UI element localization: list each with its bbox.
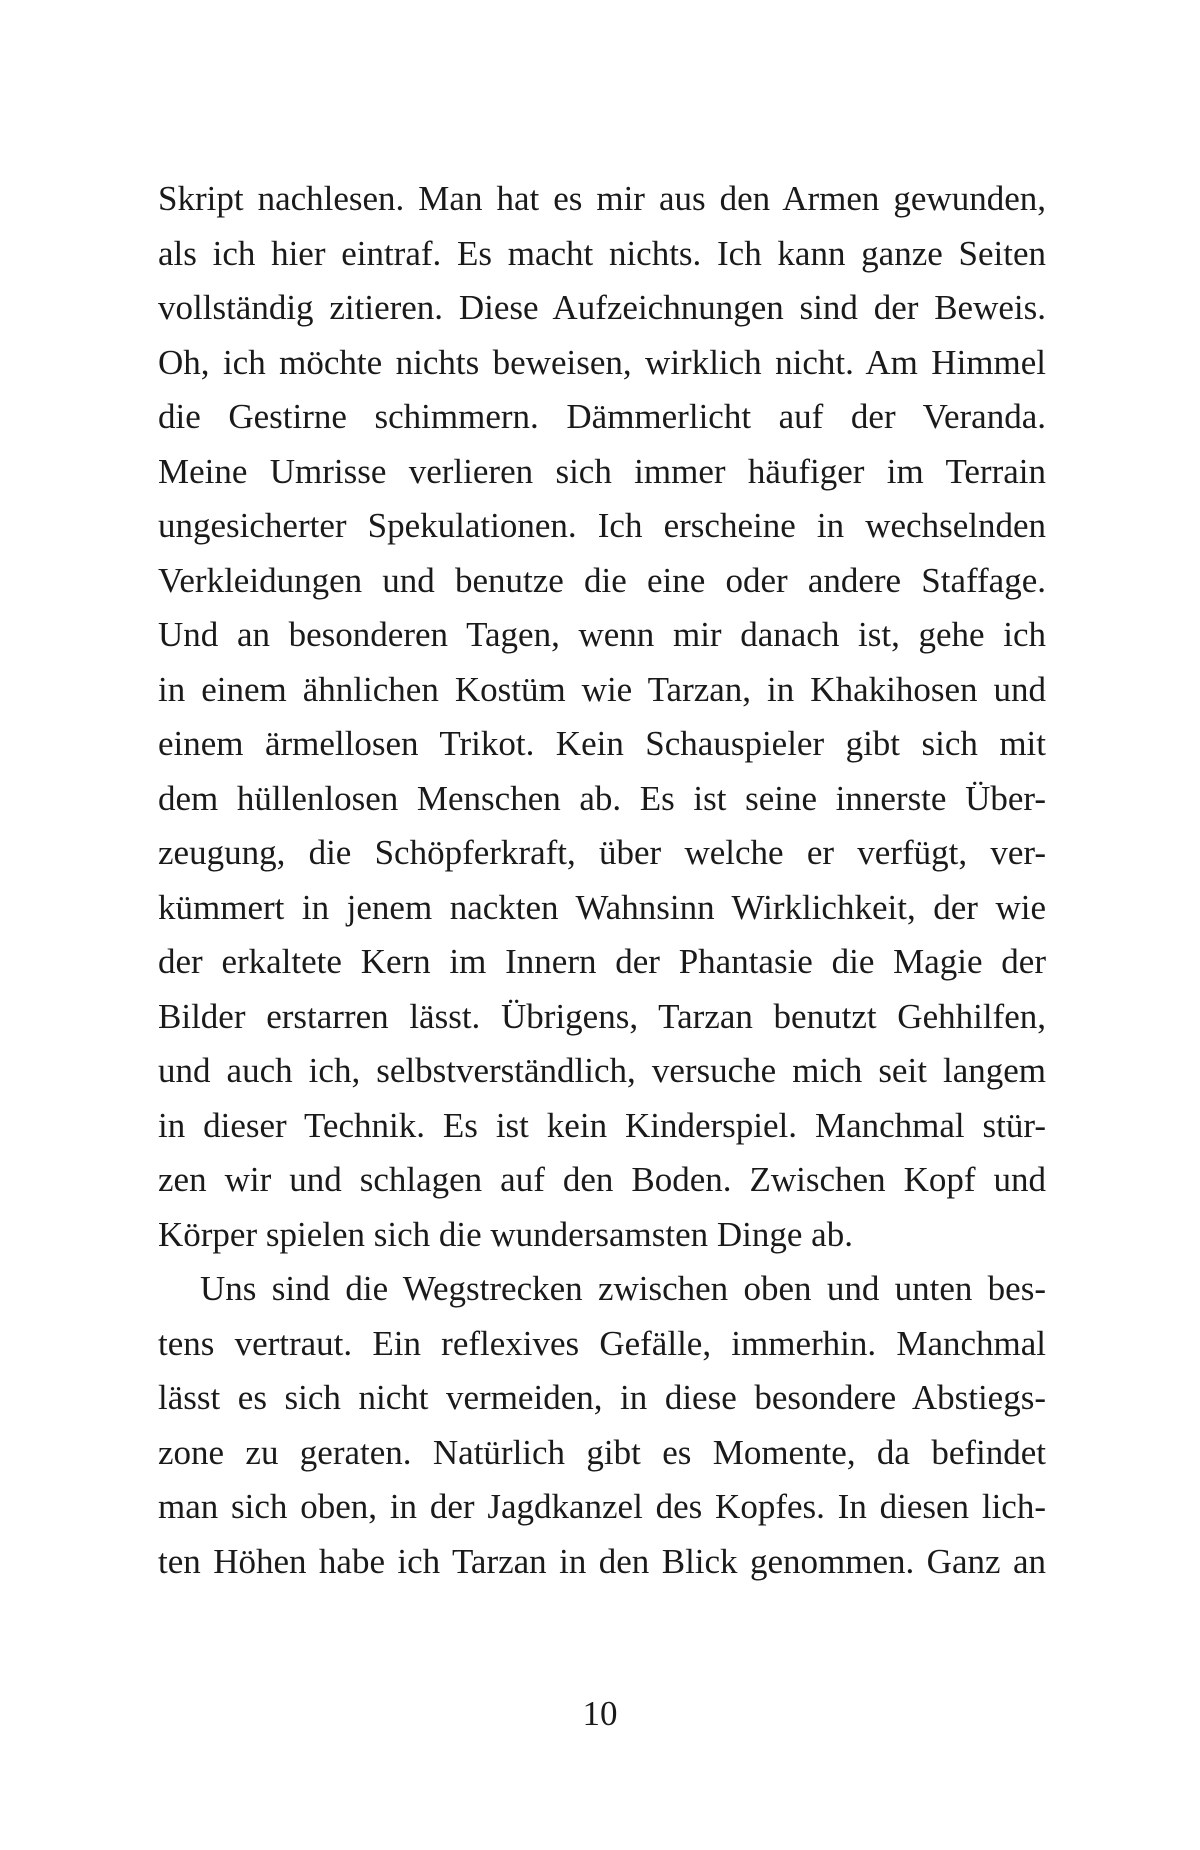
text-line: die Gestirne schimmern. Dämmerlicht auf der Veranda.: [158, 397, 1046, 436]
text-line: Bilder erstarren lässt. Übrigens, Tarzan benutzt Gehhilfen,: [158, 996, 1046, 1036]
text-line: tens vertraut. Ein reflexives Gefälle, immerhin. Manchmal: [158, 1323, 1046, 1363]
text-line: lässt es sich nicht vermeiden, in diese besondere Abstiegs-: [158, 1378, 1046, 1417]
body-text: [158, 172, 1046, 1589]
paragraph-2: [158, 1262, 1046, 1589]
text-line: Skript nachlesen. Man hat es mir aus den Armen gewunden,: [158, 179, 1046, 218]
text-line: ungesicherter Spekulationen. Ich erscheine in wechselnden: [158, 506, 1046, 545]
text-line: ten Höhen habe ich Tarzan in den Blick genommen. Ganz an: [158, 1541, 1046, 1581]
text-line: zone zu geraten. Natürlich gibt es Momente, da befindet: [158, 1432, 1046, 1472]
paragraph-1: [158, 172, 1046, 1262]
text-line: einem ärmellosen Trikot. Kein Schauspieler gibt sich mit: [158, 724, 1046, 763]
text-line: dem hüllenlosen Menschen ab. Es ist seine innerste Über-: [158, 778, 1046, 818]
text-line: man sich oben, in der Jagdkanzel des Kopfes. In diesen lich-: [158, 1487, 1046, 1526]
text-line: Meine Umrisse verlieren sich immer häufiger im Terrain: [158, 451, 1046, 491]
text-line: Und an besonderen Tagen, wenn mir danach ist, gehe ich: [158, 615, 1046, 654]
text-line: Oh, ich möchte nichts beweisen, wirklich nicht. Am Himmel: [158, 342, 1046, 382]
page-number: 10: [582, 1694, 618, 1733]
text-line: in dieser Technik. Es ist kein Kinderspiel. Manchmal stür-: [158, 1105, 1046, 1145]
text-line: Verkleidungen und benutze die eine oder andere Staffage.: [158, 560, 1046, 600]
text-line: vollständig zitieren. Diese Aufzeichnungen sind der Beweis.: [158, 288, 1046, 327]
text-line: als ich hier eintraf. Es macht nichts. Ich kann ganze Seiten: [158, 233, 1046, 273]
text-line: Uns sind die Wegstrecken zwischen oben und unten bes-: [200, 1269, 1046, 1308]
text-line: in einem ähnlichen Kostüm wie Tarzan, in Khakihosen und: [158, 669, 1046, 709]
text-line: Körper spielen sich die wundersamsten Dinge ab.: [158, 1214, 853, 1254]
text-line: zeugung, die Schöpferkraft, über welche er verfügt, ver-: [158, 833, 1046, 872]
text-line: und auch ich, selbstverständlich, versuche mich seit langem: [158, 1051, 1046, 1090]
text-line: kümmert in jenem nackten Wahnsinn Wirklichkeit, der wie: [158, 887, 1046, 927]
text-line: zen wir und schlagen auf den Boden. Zwischen Kopf und: [158, 1160, 1046, 1199]
text-line: der erkaltete Kern im Innern der Phantasie die Magie der: [158, 942, 1046, 981]
